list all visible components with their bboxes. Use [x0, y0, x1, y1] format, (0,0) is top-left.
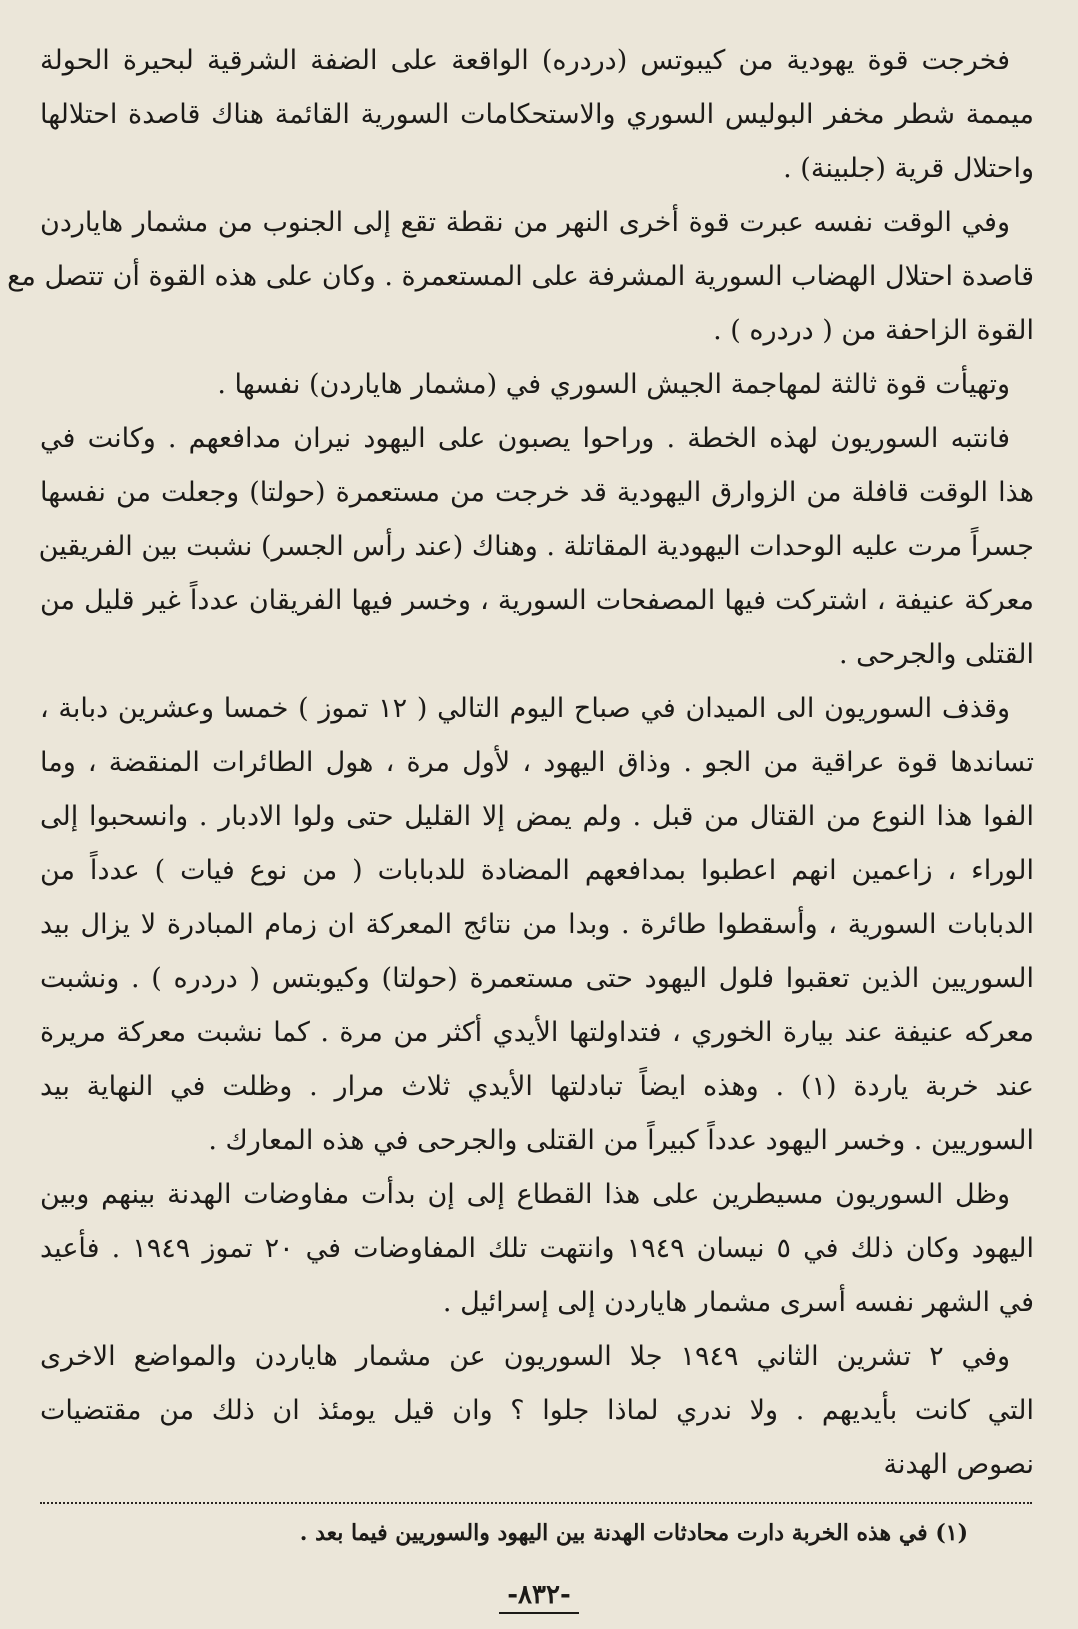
footnote: (١) في هذه الخربة دارت محادثات الهدنة بين اليهود والسوريين فيما بعد . [299, 1520, 968, 1546]
paragraph [40, 358, 1034, 412]
paragraph [40, 1168, 1034, 1330]
text-line: وتهيأت قوة ثالثة لمهاجمة الجيش السوري في (مشمار هاياردن) نفسها . [217, 369, 1010, 400]
text-line: معركه عنيفة عند بيارة الخوري ، فتداولتها الأيدي أكثر من مرة . كما نشبت معركة مريرة [40, 1017, 1034, 1048]
text-line: جسراً مرت عليه الوحدات اليهودية المقاتلة . وهناك (عند رأس الجسر) نشبت بين الفريقين [38, 531, 1034, 562]
text-line: اليهود وكان ذلك في ٥ نيسان ١٩٤٩ وانتهت تلك المفاوضات في ٢٠ تموز ١٩٤٩ . فأعيد [40, 1233, 1035, 1264]
text-line: فخرجت قوة يهودية من كيبوتس (دردره) الواقعة على الضفة الشرقية لبحيرة الحولة [40, 45, 1010, 76]
text-line: وظل السوريون مسيطرين على هذا القطاع إلى إن بدأت مفاوضات الهدنة بينهم وبين [40, 1179, 1010, 1210]
text-line: الفوا هذا النوع من القتال من قبل . ولم يمض إلا القليل حتى ولوا الادبار . وانسحبوا إلى [40, 801, 1034, 832]
text-line: نصوص الهدنة [883, 1449, 1034, 1480]
body-text [7, 34, 1035, 1492]
text-line: القتلى والجرحى . [838, 639, 1034, 670]
text-line: فانتبه السوريون لهذه الخطة . وراحوا يصبون على اليهود نيران مدافعهم . وكانت في [40, 423, 1010, 454]
text-line: القوة الزاحفة من ( دردره ) . [713, 315, 1034, 346]
text-line: الدبابات السورية ، وأسقطوا طائرة . وبدا من نتائج المعركة ان زمام المبادرة لا يزال بيد [40, 909, 1034, 940]
page-number [0, 1580, 1078, 1614]
paragraph [40, 1330, 1034, 1492]
text-line: وفي الوقت نفسه عبرت قوة أخرى النهر من نقطة تقع إلى الجنوب من مشمار هاياردن [40, 207, 1010, 238]
text-line: السوريين الذين تعقبوا فلول اليهود حتى مستعمرة (حولتا) وكيوبتس ( دردره ) . ونشبت [40, 963, 1034, 994]
text-line: الوراء ، زاعمين انهم اعطبوا بمدافعهم المضادة للدبابات ( من نوع فيات ) عدداً من [40, 855, 1034, 886]
text-line: وقذف السوريون الى الميدان في صباح اليوم التالي ( ١٢ تموز ) خمسا وعشرين دبابة ، [40, 693, 1010, 724]
page-number-label: -٨٣٢- [499, 1580, 579, 1614]
footnote-divider [40, 1502, 1032, 1504]
text-line: التي كانت بأيديهم . ولا ندري لماذا جلوا ؟ وان قيل يومئذ ان ذلك من مقتضيات [40, 1395, 1034, 1426]
text-line: السوريين . وخسر اليهود عدداً كبيراً من القتلى والجرحى في هذه المعارك . [208, 1125, 1034, 1156]
text-line: عند خربة ياردة (١) . وهذه ايضاً تبادلتها الأيدي ثلاث مرار . وظلت في النهاية بيد [40, 1071, 1034, 1102]
text-line: تساندها قوة عراقية من الجو . وذاق اليهود ، لأول مرة ، هول الطائرات المنقضة ، وما [40, 747, 1034, 778]
text-line: قاصدة احتلال الهضاب السورية المشرفة على المستعمرة . وكان على هذه القوة أن تتصل مع [7, 261, 1034, 292]
text-line: هذا الوقت قافلة من الزوارق اليهودية قد خرجت من مستعمرة (حولتا) وجعلت من نفسها [40, 477, 1034, 508]
paragraph [40, 682, 1034, 1168]
text-line: معركة عنيفة ، اشتركت فيها المصفحات السورية ، وخسر فيها الفريقان عدداً غير قليل من [40, 585, 1034, 616]
text-line: في الشهر نفسه أسرى مشمار هاياردن إلى إسرائيل . [442, 1287, 1034, 1318]
paragraph [7, 196, 1034, 358]
text-line: ميممة شطر مخفر البوليس السوري والاستحكامات السورية القائمة هناك قاصدة احتلالها [40, 99, 1034, 130]
paragraph [40, 34, 1034, 196]
text-line: وفي ٢ تشرين الثاني ١٩٤٩ جلا السوريون عن مشمار هاياردن والمواضع الاخرى [40, 1341, 1010, 1372]
paragraph [40, 412, 1034, 682]
text-line: واحتلال قرية (جلبينة) . [783, 153, 1034, 184]
